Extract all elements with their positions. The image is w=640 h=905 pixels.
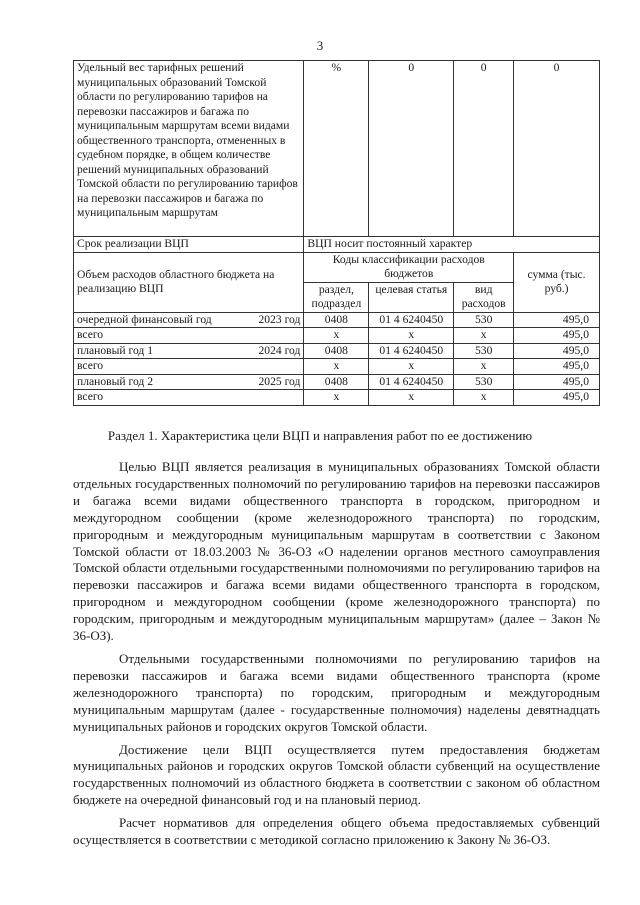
paragraph: Достижение цели ВЦП осуществляется путем предоставления бюджетам муниципальных районов и городских округов Томской области субвенций на осуществление государственных полномочий из областного бюджета в соответствии с законом об областном бюджете на очередной финансовый год и на плановый период.: [73, 741, 600, 808]
col-type-header: вид расходов: [454, 282, 514, 312]
term-row: [74, 237, 600, 253]
budget-label: Объем расходов областного бюджета на реализацию ВЦП: [74, 252, 304, 312]
row-sum: 495,0: [514, 390, 600, 406]
body-text: [73, 459, 600, 855]
row-sum: 495,0: [514, 328, 600, 344]
row-year: 2024 год: [258, 343, 301, 357]
row-article: 01 4 6240450: [369, 312, 454, 328]
term-value: ВЦП носит постоянный характер: [304, 237, 600, 253]
codes-header: Коды классификации расходов бюджетов: [304, 252, 514, 282]
page-number: 3: [316, 38, 324, 53]
table-row: [74, 328, 600, 344]
row-type: х: [454, 359, 514, 375]
table-row: [74, 374, 600, 390]
row-section: х: [304, 359, 369, 375]
col-section-header: раздел, подраздел: [304, 282, 369, 312]
row-label: плановый год 1: [77, 343, 154, 357]
indicator-value-2: 0: [454, 61, 514, 237]
row-section: х: [304, 328, 369, 344]
sum-header: сумма (тыс. руб.): [514, 252, 600, 312]
row-type: 530: [454, 312, 514, 328]
row-sum: 495,0: [514, 343, 600, 359]
row-article: х: [369, 390, 454, 406]
row-type: х: [454, 390, 514, 406]
row-section: 0408: [304, 343, 369, 359]
row-sum: 495,0: [514, 374, 600, 390]
row-article: х: [369, 328, 454, 344]
indicator-value-3: 0: [514, 61, 600, 237]
indicator-unit: %: [304, 61, 369, 237]
row-article: 01 4 6240450: [369, 374, 454, 390]
indicator-row: [74, 61, 600, 237]
row-label: всего: [77, 359, 104, 372]
paragraph: Целью ВЦП является реализация в муниципальных образованиях Томской области отдельных государственных полномочий по регулированию тарифов на перевозки пассажиров и багажа всеми видами общественного транспорта в городском, пригородном и междугородном сообщении (кроме железнодорожного транспорта) по городским, пригородным и междугородным муниципальным маршрутам в соответствии с Законом Томской области от 18.03.2003 № 36-ОЗ «О наделении органов местного самоуправления Томской области отдельными государственными полномочиями по регулированию тарифов на перевозки пассажиров и багажа всеми видами общественного транспорта в городском, пригородном и междугородном сообщении (кроме железнодорожного транспорта) по городским, пригородным и междугородным муниципальным маршрутам» (далее – Закон № 36-ОЗ).: [73, 459, 600, 644]
row-label: всего: [77, 390, 104, 403]
row-label: плановый год 2: [77, 374, 154, 388]
row-type: х: [454, 328, 514, 344]
section-title: Раздел 1. Характеристика цели ВЦП и направления работ по ее достижению: [107, 428, 533, 443]
row-label: очередной финансовый год: [77, 312, 212, 326]
row-year: 2025 год: [258, 374, 301, 388]
program-table: [73, 60, 600, 406]
row-year: 2023 год: [258, 312, 301, 326]
row-sum: 495,0: [514, 312, 600, 328]
row-section: х: [304, 390, 369, 406]
row-type: 530: [454, 374, 514, 390]
row-article: 01 4 6240450: [369, 343, 454, 359]
row-section: 0408: [304, 312, 369, 328]
col-article-header: целевая статья: [369, 282, 454, 312]
paragraph: Расчет нормативов для определения общего объема предоставляемых субвенций осуществляется в соответствии с методикой согласно приложению к Закону № 36-ОЗ.: [73, 815, 600, 848]
table-row: [74, 390, 600, 406]
indicator-description: Удельный вес тарифных решений муниципальных образований Томской области по регулированию тарифов на перевозки пассажиров и багажа по муниципальным маршрутам всеми видами общественного транспорта, отмененных в судебном порядке, в общем количестве решений муниципальных образований Томской области по регулированию тарифов на перевозки пассажиров и багажа по муниципальным маршрутам: [74, 61, 304, 237]
row-article: х: [369, 359, 454, 375]
budget-header-row: [74, 252, 600, 282]
paragraph: Отдельными государственными полномочиями по регулированию тарифов на перевозки пассажиров и багажа всеми видами общественного транспорта (кроме железнодорожного транспорта) по городским, пригородным и междугородным муниципальным маршрутам (далее - государственные полномочия) наделены девятнадцать муниципальных районов и городских округов Томской области.: [73, 650, 600, 734]
table-row: [74, 312, 600, 328]
row-sum: 495,0: [514, 359, 600, 375]
term-label: Срок реализации ВЦП: [74, 237, 304, 253]
row-type: 530: [454, 343, 514, 359]
row-label: всего: [77, 328, 104, 341]
table-row: [74, 359, 600, 375]
indicator-value-1: 0: [369, 61, 454, 237]
table-row: [74, 343, 600, 359]
row-section: 0408: [304, 374, 369, 390]
